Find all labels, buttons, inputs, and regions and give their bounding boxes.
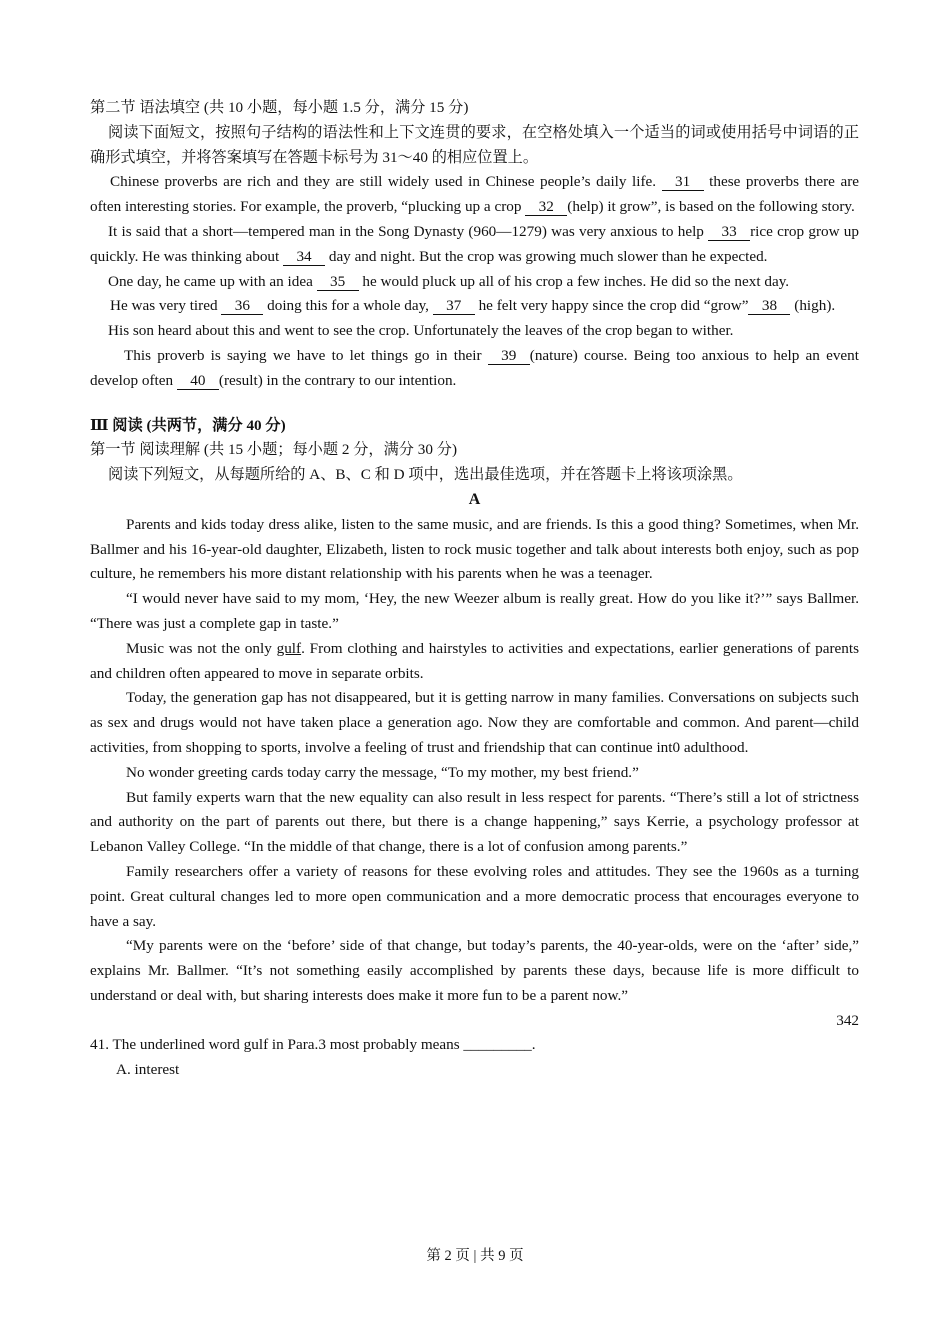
grammar-paragraph-6: This proverb is saying we have to let things go in their 39 (nature) course. Being too anxious to help an event develop often 40 (result) in the contrary to our intention. xyxy=(90,346,859,389)
blank-38: 38 xyxy=(748,298,790,315)
passage-paragraph-3: Music was not the only gulf. From clothing and hairstyles to activities and expectations, earlier generations of parents and children often appeared to move in separate orbits. xyxy=(90,639,859,682)
document-page xyxy=(90,96,859,1083)
page-footer: 第 2 页 | 共 9 页 xyxy=(426,1248,524,1264)
blank-37: 37 xyxy=(433,298,475,315)
page-mark-number: 342 xyxy=(836,1011,859,1029)
passage-paragraph-1: Parents and kids today dress alike, listen to the same music, and are friends. Is this a good thing? Sometimes, when Mr. Ballmer and his 16-year-old daughter, Elizabeth, listen to rock music together and talk about interests both enjoy, such as pop culture, he remembers his more distant relationship with his parents when he was a teenager. xyxy=(90,515,859,583)
passage-paragraph-2: “I would never have said to my mom, ‘Hey, the new Weezer album is really great. How do you like it?’” says Ballmer. “There was just a complete gap in taste.” xyxy=(90,590,859,632)
passage-label: A xyxy=(468,490,481,508)
blank-33: 33 xyxy=(708,224,750,241)
blank-36: 36 xyxy=(221,298,263,315)
question-41: 41. The underlined word gulf in Para.3 most probably means _________. xyxy=(90,1036,536,1054)
passage-paragraph-6: But family experts warn that the new equality can also result in less respect for parents. “There’s still a lot of strictness and authority on the part of parents out there, but there is a change happening,” says Kerrie, a psychology professor at Lebanon Valley College. “In the middle of that change, there is a lot of confusion among parents.” xyxy=(90,788,859,856)
passage-paragraph-8: “My parents were on the ‘before’ side of that change, but today’s parents, the 40-year-olds, were on the ‘after’ side,” explains Mr. Ballmer. “It’s not something easily accomplished by parents these days, because life is more difficult to understand or deal with, but sharing interests does make it more fun to be a parent now.” xyxy=(90,937,859,1004)
reading-sub-heading: 第一节 阅读理解 (共 15 小题；每小题 2 分，满分 30 分) xyxy=(90,441,458,459)
blank-40: 40 xyxy=(177,373,219,390)
underlined-word-gulf: gulf xyxy=(276,639,302,657)
grammar-paragraph-4: He was very tired 36 doing this for a whole day, 37 he felt very happy since the crop did “grow” 38 (high). xyxy=(110,297,836,315)
passage-paragraph-5: No wonder greeting cards today carry the message, “To my mother, my best friend.” xyxy=(126,763,639,781)
blank-39: 39 xyxy=(488,348,530,365)
section-spacer xyxy=(90,394,859,414)
blank-34: 34 xyxy=(283,249,325,266)
passage-paragraph-4: Today, the generation gap has not disappeared, but it is getting narrow in many families. Conversations on subjects such as sex and drugs would not have taken place a generation ago. Now they are comfortable and common. And parent—child activities, from shopping to sports, involve a feeling of trust and friendship that can continue int0 adulthood. xyxy=(90,689,859,756)
passage-paragraph-7: Family researchers offer a variety of reasons for these evolving roles and attitudes. They see the 1960s as a turning point. Great cultural changes led to more open communication and a more democratic process that encourages everyone to have a say. xyxy=(90,862,859,930)
grammar-paragraph-5: His son heard about this and went to see the crop. Unfortunately the leaves of the crop began to wither. xyxy=(108,322,734,340)
grammar-paragraph-1: Chinese proverbs are rich and they are still widely used in Chinese people’s daily life. 31 these proverbs there are often interesting stories. For example, the proverb, “plucking up a crop 32 (help) it grow”, is based on the following story. xyxy=(90,173,859,216)
grammar-heading: 第二节 语法填空 (共 10 小题，每小题 1.5 分，满分 15 分) xyxy=(90,99,469,116)
grammar-instruction: 阅读下面短文，按照句子结构的语法性和上下文连贯的要求，在空格处填入一个适当的词或使用括号中词语的正确形式填空，并将答案填写在答题卡标号为 31～40 的相应位置上。 xyxy=(90,123,859,166)
blank-35: 35 xyxy=(317,274,359,291)
reading-section-title: Ⅲ 阅读 (共两节，满分 40 分) xyxy=(90,416,286,434)
blank-32: 32 xyxy=(525,199,567,216)
grammar-paragraph-2: It is said that a short—tempered man in the Song Dynasty (960—1279) was very anxious to help 33 rice crop grow up quickly. He was thinking about 34 day and night. But the crop was growing much slower than he expected. xyxy=(90,222,859,265)
blank-31: 31 xyxy=(662,174,704,191)
question-41-option-a: A. interest xyxy=(116,1061,180,1079)
grammar-paragraph-3: One day, he came up with an idea 35 he would pluck up all of his crop a few inches. He did so the next day. xyxy=(108,272,790,290)
reading-instruction: 阅读下列短文，从每题所给的 A、B、C 和 D 项中，选出最佳选项，并在答题卡上将该项涂黑。 xyxy=(108,466,743,484)
